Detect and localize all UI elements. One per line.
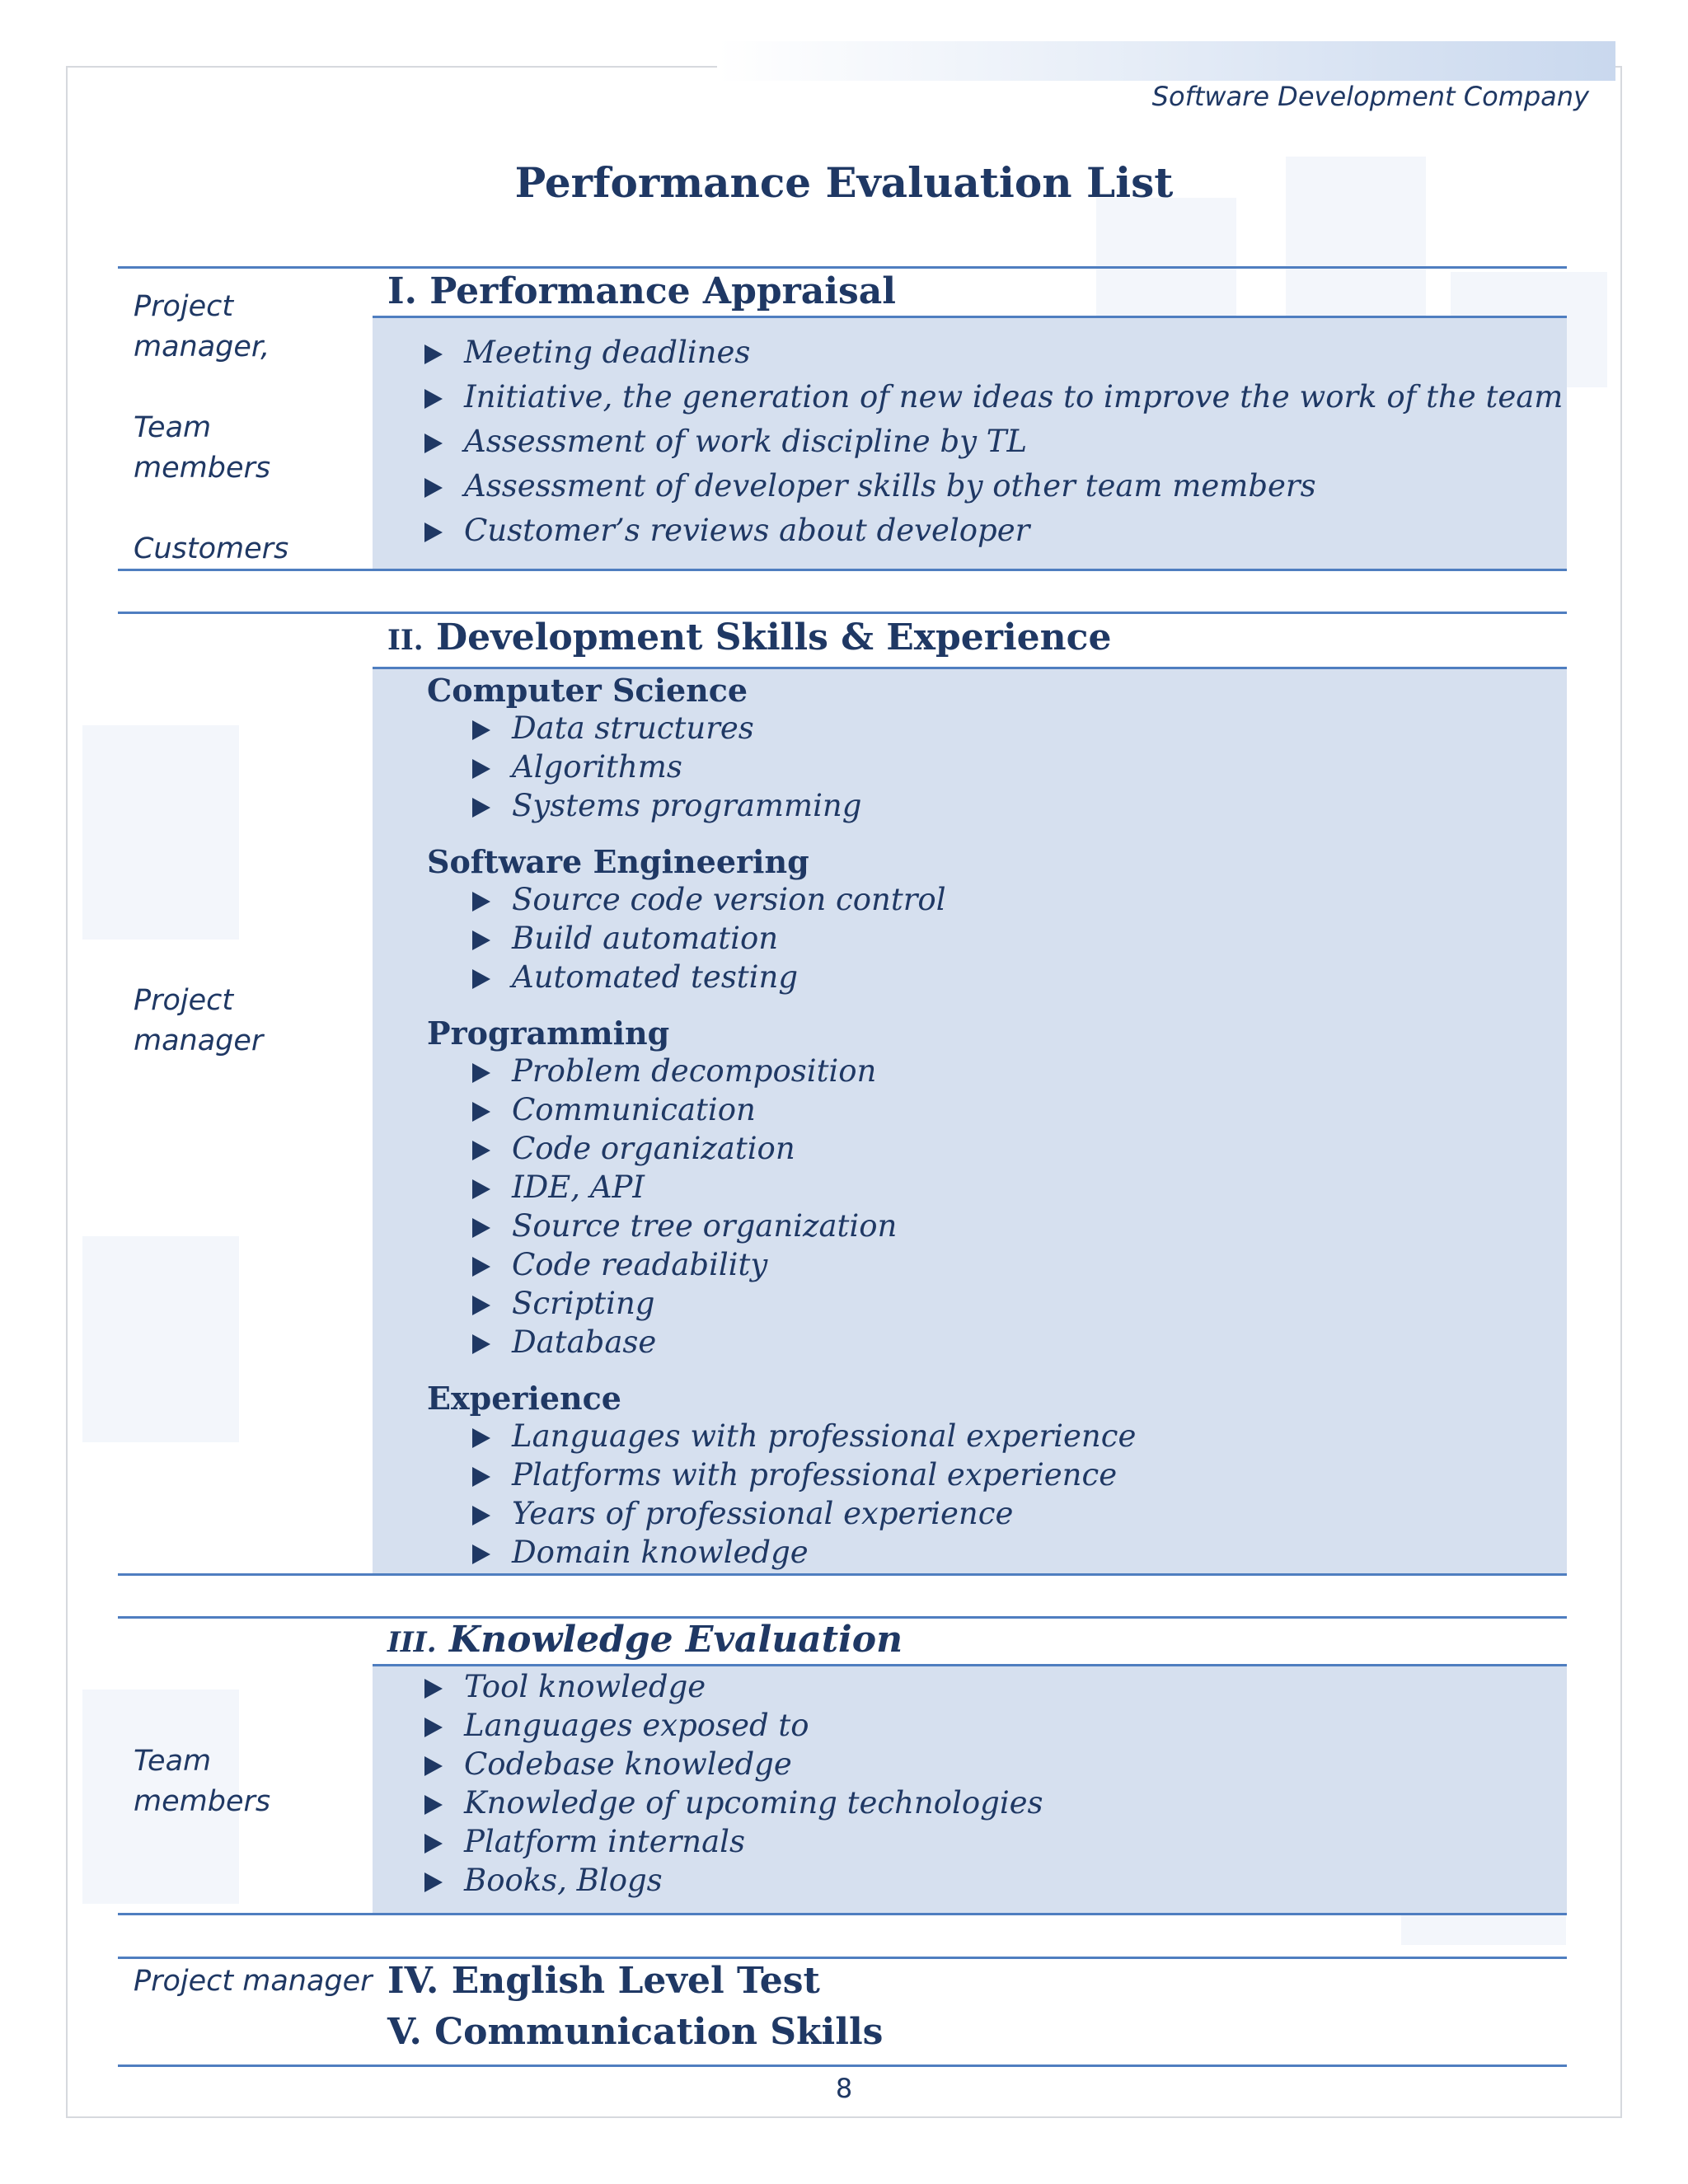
- group-heading: Programming: [427, 1015, 670, 1052]
- triangle-bullet-icon: [424, 1795, 443, 1815]
- section-2-heading: Development Skills & Experience: [435, 616, 1112, 658]
- section-4-evaluators: [134, 1961, 373, 2002]
- list-item: Code readability: [472, 1247, 767, 1282]
- evaluator-line: Project manager: [134, 1965, 373, 1998]
- evaluator-line: Customers: [134, 532, 289, 565]
- triangle-bullet-icon: [472, 1257, 490, 1277]
- triangle-bullet-icon: [472, 1218, 490, 1238]
- list-item: IDE, API: [472, 1169, 645, 1205]
- list-item: Assessment of work discipline by TL: [424, 424, 1027, 459]
- section-2-top-rule: [118, 612, 1567, 614]
- section-3-heading: Knowledge Evaluation: [448, 1619, 903, 1661]
- background-block: [82, 1236, 239, 1442]
- section-3-title: [387, 1619, 903, 1661]
- section-3-evaluators: [134, 1741, 270, 1822]
- evaluator-line: Project: [134, 984, 234, 1017]
- section-4-heading: English Level Test: [451, 1960, 820, 2002]
- list-item: Platform internals: [424, 1824, 745, 1859]
- triangle-bullet-icon: [472, 1544, 490, 1564]
- triangle-bullet-icon: [472, 759, 490, 779]
- section-1-heading: Performance Appraisal: [429, 270, 897, 312]
- triangle-bullet-icon: [424, 344, 443, 364]
- triangle-bullet-icon: [472, 798, 490, 818]
- section-5-title: [387, 2011, 883, 2053]
- section-2-number: II.: [387, 624, 424, 657]
- section-1-top-rule: [118, 266, 1567, 269]
- list-item: Codebase knowledge: [424, 1746, 792, 1782]
- triangle-bullet-icon: [424, 523, 443, 542]
- evaluator-line: members: [134, 452, 271, 485]
- triangle-bullet-icon: [472, 1179, 490, 1199]
- list-item: Years of professional experience: [472, 1496, 1013, 1531]
- background-block: [82, 725, 239, 940]
- section-2-evaluators: [134, 981, 263, 1062]
- triangle-bullet-icon: [472, 1296, 490, 1315]
- list-item: Automated testing: [472, 959, 798, 995]
- section-5-heading: Communication Skills: [434, 2011, 884, 2053]
- triangle-bullet-icon: [472, 1102, 490, 1122]
- section-2-bottom-rule: [118, 1573, 1567, 1576]
- list-item: Platforms with professional experience: [472, 1457, 1117, 1493]
- section-1-panel-rule: [373, 316, 1567, 318]
- triangle-bullet-icon: [472, 1141, 490, 1160]
- list-item: Code organization: [472, 1131, 795, 1166]
- evaluator-line: Project: [134, 290, 234, 323]
- section-3-panel-rule: [373, 1664, 1567, 1666]
- list-item: Database: [472, 1324, 656, 1360]
- list-item: Languages with professional experience: [472, 1418, 1136, 1454]
- group-heading: Experience: [427, 1380, 621, 1417]
- evaluator-line: manager: [134, 1024, 264, 1057]
- group-heading: Software Engineering: [427, 843, 809, 880]
- list-item: Languages exposed to: [424, 1708, 809, 1743]
- triangle-bullet-icon: [472, 1334, 490, 1354]
- list-item: Data structures: [472, 710, 754, 746]
- list-item: Customer’s reviews about developer: [424, 513, 1029, 548]
- group-heading: Computer Science: [427, 672, 748, 709]
- section-3-bottom-rule: [118, 1913, 1567, 1915]
- section-5-number: V.: [387, 2011, 422, 2053]
- triangle-bullet-icon: [424, 1756, 443, 1776]
- evaluator-line: members: [134, 1785, 271, 1818]
- triangle-bullet-icon: [424, 478, 443, 498]
- triangle-bullet-icon: [472, 969, 490, 989]
- triangle-bullet-icon: [472, 1428, 490, 1448]
- list-item: Scripting: [472, 1286, 655, 1321]
- section-1-bottom-rule: [118, 569, 1567, 571]
- header-decoration: [717, 41, 1615, 81]
- list-item: Knowledge of upcoming technologies: [424, 1785, 1043, 1821]
- list-item: Problem decomposition: [472, 1053, 876, 1089]
- list-item: Domain knowledge: [472, 1535, 809, 1570]
- list-item: Build automation: [472, 921, 778, 956]
- evaluator-line: Team: [134, 411, 212, 444]
- triangle-bullet-icon: [424, 1872, 443, 1892]
- section-4-title: [387, 1960, 820, 2002]
- list-item: Books, Blogs: [424, 1863, 663, 1898]
- section-1-number: I.: [387, 270, 417, 312]
- section-2-title: [387, 616, 1111, 658]
- triangle-bullet-icon: [424, 1718, 443, 1737]
- triangle-bullet-icon: [472, 1506, 490, 1526]
- list-item: Systems programming: [472, 788, 861, 823]
- triangle-bullet-icon: [472, 1467, 490, 1487]
- section-3-number: III.: [387, 1626, 437, 1659]
- evaluator-line: manager,: [134, 330, 270, 363]
- page-number: 8: [835, 2073, 853, 2104]
- triangle-bullet-icon: [424, 434, 443, 453]
- triangle-bullet-icon: [472, 892, 490, 912]
- section-4-number: IV.: [387, 1960, 439, 2002]
- page-title: Performance Evaluation List: [514, 158, 1174, 207]
- section-2-panel-rule: [373, 667, 1567, 669]
- triangle-bullet-icon: [424, 389, 443, 409]
- list-item: Algorithms: [472, 749, 682, 785]
- company-name: Software Development Company: [1151, 81, 1589, 112]
- list-item: Source tree organization: [472, 1208, 897, 1244]
- list-item: Communication: [472, 1092, 756, 1127]
- triangle-bullet-icon: [472, 930, 490, 950]
- section-1-title: [387, 270, 896, 312]
- section-1-evaluators: [134, 287, 288, 569]
- evaluator-line: Team: [134, 1745, 212, 1778]
- section-4-bottom-rule: [118, 2064, 1567, 2067]
- triangle-bullet-icon: [472, 1063, 490, 1083]
- list-item: Assessment of developer skills by other team members: [424, 468, 1316, 504]
- triangle-bullet-icon: [424, 1679, 443, 1699]
- triangle-bullet-icon: [472, 720, 490, 740]
- list-item: Source code version control: [472, 882, 946, 917]
- triangle-bullet-icon: [424, 1834, 443, 1854]
- list-item: Initiative, the generation of new ideas to improve the work of the team: [424, 379, 1563, 415]
- list-item: Meeting deadlines: [424, 335, 750, 370]
- list-item: Tool knowledge: [424, 1669, 706, 1704]
- section-4-top-rule: [118, 1957, 1567, 1959]
